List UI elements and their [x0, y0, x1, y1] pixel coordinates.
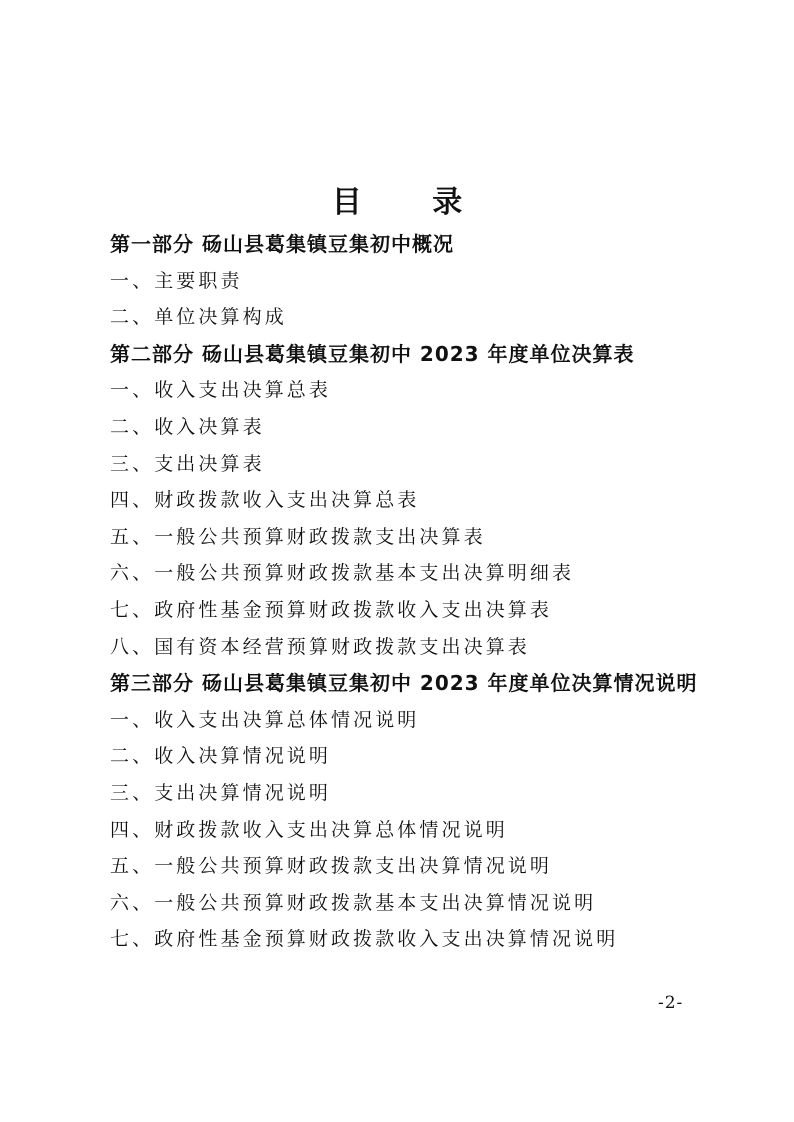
toc-title: 目 录 — [331, 185, 493, 220]
toc-entry-income-explanation[interactable]: 二、收入决算情况说明 — [110, 745, 332, 768]
toc-entry-overall-explanation[interactable]: 一、收入支出决算总体情况说明 — [110, 708, 420, 731]
toc-entry-general-budget-basic-detail[interactable]: 六、一般公共预算财政拨款基本支出决算明细表 — [110, 562, 575, 585]
part-three-heading[interactable]: 第三部分 砀山县葛集镇豆集初中 2023 年度单位决算情况说明 — [110, 671, 698, 696]
part-two-heading[interactable]: 第二部分 砀山县葛集镇豆集初中 2023 年度单位决算表 — [110, 341, 635, 366]
toc-entry-general-budget-explanation[interactable]: 五、一般公共预算财政拨款支出决算情况说明 — [110, 855, 553, 878]
toc-entry-general-budget-expenditure[interactable]: 五、一般公共预算财政拨款支出决算表 — [110, 525, 486, 548]
toc-entry-income-expenditure-summary[interactable]: 一、收入支出决算总表 — [110, 379, 332, 402]
toc-entry-expenditure-table[interactable]: 三、支出决算表 — [110, 452, 265, 475]
toc-entry-fiscal-allocation-explanation[interactable]: 四、财政拨款收入支出决算总体情况说明 — [110, 818, 508, 841]
toc-entry-general-budget-basic-explanation[interactable]: 六、一般公共预算财政拨款基本支出决算情况说明 — [110, 891, 597, 914]
toc-entry-fiscal-allocation-summary[interactable]: 四、财政拨款收入支出决算总表 — [110, 489, 420, 512]
toc-entry-main-duties[interactable]: 一、主要职责 — [110, 269, 243, 292]
toc-entry-government-fund-budget[interactable]: 七、政府性基金预算财政拨款收入支出决算表 — [110, 598, 553, 621]
toc-entry-unit-composition[interactable]: 二、单位决算构成 — [110, 306, 287, 329]
page-number: -2- — [658, 993, 684, 1013]
toc-entry-expenditure-explanation[interactable]: 三、支出决算情况说明 — [110, 781, 332, 804]
table-of-contents — [110, 226, 700, 958]
toc-entry-government-fund-explanation[interactable]: 七、政府性基金预算财政拨款收入支出决算情况说明 — [110, 928, 619, 951]
toc-entry-income-table[interactable]: 二、收入决算表 — [110, 415, 265, 438]
part-one-heading[interactable]: 第一部分 砀山县葛集镇豆集初中概况 — [110, 232, 454, 256]
toc-entry-state-capital-budget[interactable]: 八、国有资本经营预算财政拨款支出决算表 — [110, 635, 530, 658]
